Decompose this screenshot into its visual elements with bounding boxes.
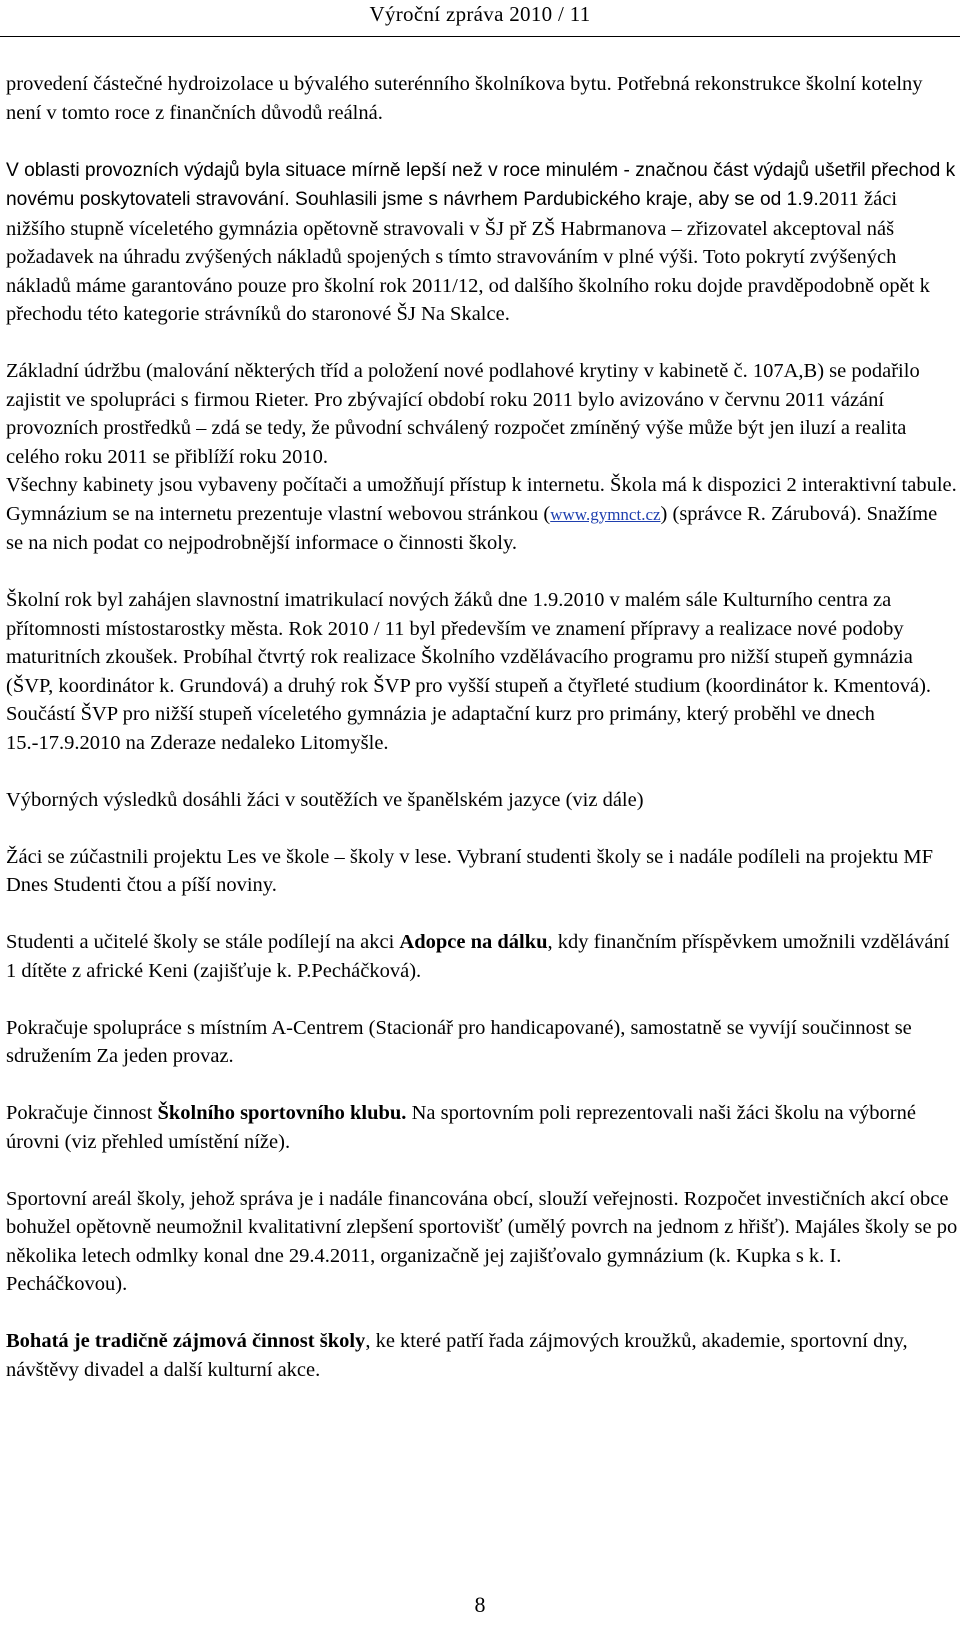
- paragraph-it-equipment: [6, 471, 958, 558]
- paragraph-projects: Žáci se zúčastnili projektu Les ve škole – školy v lese. Vybraní studenti školy se i nadále podíleli na projektu MF Dnes Studenti čtou a píší noviny.: [6, 845, 934, 896]
- paragraph-text: , ke které patří řada zájmových kroužků, akademie, sportovní dny, návštěvy divadel a další kulturní akce.: [6, 1330, 908, 1381]
- paragraph-a-centrum: Pokračuje spolupráce s místním A-Centrem (Stacionář pro handicapované), samostatně se vyvíjí součinnost se sdružením Za jeden provaz.: [6, 1016, 912, 1067]
- paragraph-text: Pokračuje činnost: [6, 1102, 158, 1124]
- paragraph-heating: provedení částečné hydroizolace u bývalého suterénního školníkova bytu. Potřebná rekonstrukce školní kotelny není v tomto roce z finančních důvodů reálná.: [6, 73, 923, 124]
- paragraph-text: Všechny kabinety jsou vybaveny počítači a umožňují přístup k internetu. Škola má k dispozici 2 interaktivní tabule. Gymnázium se na internetu prezentuje vlastní webovou stránkou (: [6, 474, 957, 525]
- running-header: Výroční zpráva 2010 / 11: [369, 2, 591, 26]
- bold-text: Bohatá je tradičně zájmová činnost školy: [6, 1330, 366, 1352]
- paragraph-text: 2011 žáci nižšího stupně víceletého gymnázia opětovně stravovali v ŠJ př ZŠ Habrmanova – zřizovatel akceptoval náš požadavek na úhradu zvýšených nákladů spojených s tímto stravováním v plné výši.: [6, 188, 898, 268]
- header-rule: [0, 36, 960, 37]
- page-number: 8: [474, 1592, 486, 1617]
- paragraph-text: ) (správce R. Zárubová). Snažíme se na nich podat co nejpodrobnější informace o činnosti školy.: [6, 502, 938, 554]
- paragraph-text: V oblasti provozních výdajů byla situace mírně lepší než v roce minulém - značnou část výdajů ušetřil přechod k novému poskytovateli stravování. Souhlasili jsme s návrhem Pardubického kraje, aby se od 1.9.: [6, 159, 956, 210]
- paragraph-sports-club: [6, 1099, 958, 1156]
- school-website-link[interactable]: www.gymnct.cz: [550, 504, 661, 524]
- paragraph-text: Základní údržbu (malování některých tříd a položení nové podlahové krytiny v kabinetě č. 107A,B) se podařilo zajistit ve spolupráci s firmou Rieter.: [6, 360, 920, 411]
- paragraph-operating-costs: [6, 156, 958, 329]
- paragraph-adoption: [6, 928, 958, 985]
- paragraph-sports-area: Sportovní areál školy, jehož správa je i nadále financována obcí, slouží veřejnosti. Rozpočet investičních akcí obce bohužel opětovně neumožnil kvalitativní zlepšení sportovišť (umělý povrch na jednom z hřišť). Majáles školy se po několika letech odmlky konal dne 29.4.2011, organizačně jej zajišťovalo gymnázium (k. Kupka s k. I. Pecháčkovou).: [6, 1187, 958, 1295]
- paragraph-text: , kdy finančním příspěvkem umožnili vzdělávání 1 dítěte z africké Keni (zajišťuje k. P.Pecháčková).: [6, 931, 950, 982]
- paragraph-text: Studenti a učitelé školy se stále podílejí na akci: [6, 931, 400, 953]
- paragraph-maintenance: [6, 357, 958, 471]
- paragraph-spanish-results: Výborných výsledků dosáhli žáci v soutěžích ve španělském jazyce (viz dále): [6, 788, 644, 811]
- paragraph-text: Pro zbývající období roku 2011 bylo avizováno v červnu 2011 vázání provozních prostředků – zdá se tedy, že původní schválený rozpočet zmíněný výše může být jen iluzí a realita celého roku 2011 se přiblíží roku 2010.: [6, 388, 907, 468]
- paragraph-text: Toto pokrytí zvýšených nákladů máme garantováno pouze pro školní rok 2011/12, od dalšího školního roku dojde pravděpodobně opět k přechodu této kategorie strávníků do staronové ŠJ Na Skalce.: [6, 246, 930, 325]
- bold-text: Adopce na dálku: [399, 931, 548, 953]
- paragraph-text: Na sportovním poli reprezentovali naši žáci školu na výborné úrovni (viz přehled umístění níže).: [6, 1102, 916, 1153]
- document-body: [6, 70, 958, 1413]
- bold-text: Školního sportovního klubu.: [157, 1102, 407, 1124]
- paragraph-activities: [6, 1327, 958, 1384]
- paragraph-school-year: Školní rok byl zahájen slavnostní imatrikulací nových žáků dne 1.9.2010 v malém sále Kulturního centra za přítomnosti místostarostky města. Rok 2010 / 11 byl především ve znamení přípravy a realizace nové podoby maturitních zkoušek. Probíhal čtvrtý rok realizace Školního vzdělávacího programu pro nižší stupeň gymnázia (ŠVP, koordinátor k. Grundová) a druhý rok ŠVP pro vyšší stupeň a čtyřleté studium (koordinátor k. Kmentová). Součástí ŠVP pro nižší stupeň víceletého gymnázia je adaptační kurz pro primány, který proběhl ve dnech 15.-17.9.2010 na Zderaze nedaleko Litomyšle.: [6, 589, 932, 754]
